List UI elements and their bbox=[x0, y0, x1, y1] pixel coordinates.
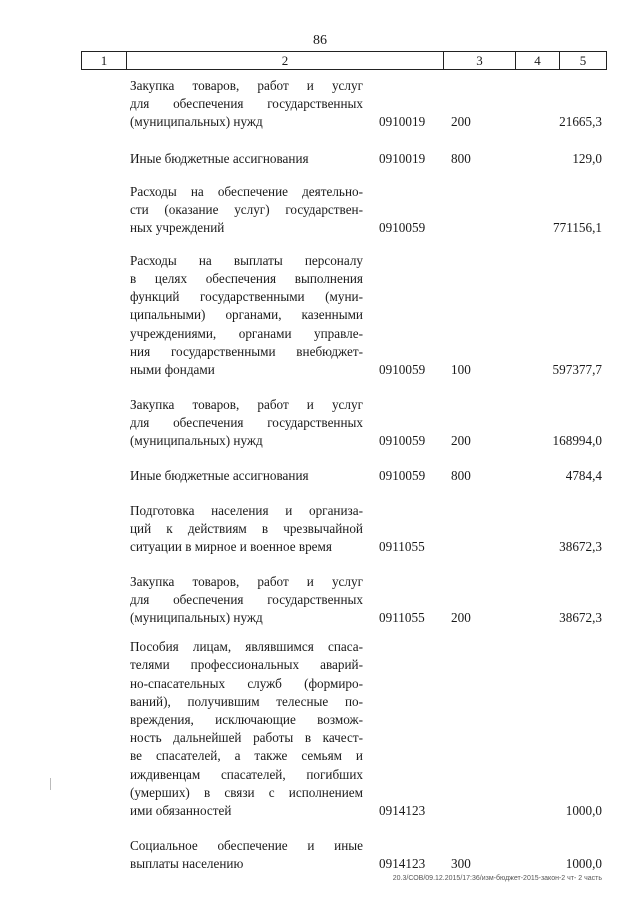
row-name-line: ных учреждений bbox=[130, 220, 225, 235]
row-name-line: но-спасательных служб (формиро- bbox=[130, 675, 363, 691]
row-name-line: Закупка товаров, работ и услуг bbox=[130, 77, 363, 93]
row-name-line: ситуации в мирное и военное время bbox=[130, 539, 332, 554]
row-amount: 1000,0 bbox=[565, 803, 602, 818]
header-col-5: 5 bbox=[559, 52, 607, 69]
row-name-line: Расходы на обеспечение деятельно- bbox=[130, 183, 363, 199]
row-type: 300 bbox=[451, 856, 471, 871]
row-amount: 1000,0 bbox=[565, 856, 602, 871]
row-name bbox=[130, 77, 363, 132]
row-name-line: (муниципальных) нужд bbox=[130, 114, 263, 129]
row-name bbox=[130, 252, 363, 379]
header-col-4: 4 bbox=[515, 52, 559, 69]
row-code: 0914123 bbox=[379, 803, 426, 818]
row-name bbox=[130, 502, 363, 557]
row-name bbox=[130, 573, 363, 628]
row-name-line: сти (оказание услуг) государствен- bbox=[130, 201, 363, 217]
row-amount: 597377,7 bbox=[552, 362, 602, 377]
row-type: 200 bbox=[451, 114, 471, 129]
row-name-line: ваний), получившим телесные по- bbox=[130, 693, 363, 709]
row-name-line: ными фондами bbox=[130, 362, 215, 378]
row-name-line: (умерших) в связи с исполнением bbox=[130, 784, 363, 800]
row-name-line: ими обязанностей bbox=[130, 803, 232, 819]
row-code: 0910059 bbox=[379, 468, 426, 483]
row-name-line: выплаты населению bbox=[130, 856, 244, 871]
row-code: 0910019 bbox=[379, 114, 426, 129]
header-col-1: 1 bbox=[81, 52, 126, 69]
table-header bbox=[81, 51, 607, 70]
row-name-line: иждивенцам спасателей, погибших bbox=[130, 766, 363, 782]
row-name-line: (муниципальных) нужд bbox=[130, 433, 263, 448]
row-name-line: телями профессиональных аварий- bbox=[130, 657, 363, 673]
row-name-line: Иные бюджетные ассигнования bbox=[130, 468, 309, 483]
row-type: 800 bbox=[451, 468, 471, 483]
row-code: 0910059 bbox=[379, 362, 426, 377]
row-amount: 21665,3 bbox=[559, 114, 602, 129]
row-name bbox=[130, 396, 363, 451]
row-name-line: Закупка товаров, работ и услуг bbox=[130, 396, 363, 412]
row-amount: 38672,3 bbox=[559, 539, 602, 554]
row-name bbox=[130, 183, 363, 238]
row-name bbox=[130, 837, 363, 873]
row-code: 0910059 bbox=[379, 433, 426, 448]
row-name-line: ципальными) органами, казенными bbox=[130, 307, 363, 323]
row-code: 0910019 bbox=[379, 151, 426, 166]
row-amount: 4784,4 bbox=[565, 468, 602, 483]
row-name-line: Закупка товаров, работ и услуг bbox=[130, 573, 363, 589]
row-name-line: вреждения, исключающие возмож- bbox=[130, 712, 363, 727]
row-name-line: (муниципальных) нужд bbox=[130, 610, 263, 625]
row-name-line: Социальное обеспечение и иные bbox=[130, 837, 363, 853]
row-name-line: Подготовка населения и организа- bbox=[130, 502, 363, 518]
row-name-line: для обеспечения государственных bbox=[130, 95, 363, 111]
row-name-line: ций к действиям в чрезвычайной bbox=[130, 520, 363, 536]
row-amount: 129,0 bbox=[572, 151, 602, 166]
row-name-line: Пособия лицам, являвшимся спаса- bbox=[130, 639, 363, 655]
row-code: 0911055 bbox=[379, 610, 425, 625]
row-name-line: Расходы на выплаты персоналу bbox=[130, 252, 363, 268]
row-code: 0910059 bbox=[379, 220, 426, 235]
header-col-3: 3 bbox=[443, 52, 515, 69]
row-name-line: ность дальнейшей работы в качест- bbox=[130, 730, 363, 746]
row-amount: 38672,3 bbox=[559, 610, 602, 625]
row-amount: 168994,0 bbox=[552, 433, 602, 448]
row-name-line: для обеспечения государственных bbox=[130, 414, 363, 430]
row-name-line: ния государственными внебюджет- bbox=[130, 343, 363, 359]
row-code: 0914123 bbox=[379, 856, 426, 871]
row-name-line: функций государственными (муни- bbox=[130, 289, 363, 305]
row-type: 200 bbox=[451, 610, 471, 625]
row-name bbox=[130, 467, 363, 485]
row-name bbox=[130, 150, 363, 168]
row-name-line: учреждениями, органами управле- bbox=[130, 325, 363, 341]
row-code: 0911055 bbox=[379, 539, 425, 554]
row-type: 200 bbox=[451, 433, 471, 448]
row-type: 800 bbox=[451, 151, 471, 166]
page-number: 86 bbox=[313, 33, 327, 48]
row-name-line: для обеспечения государственных bbox=[130, 591, 363, 607]
header-col-2: 2 bbox=[126, 52, 443, 69]
row-name bbox=[130, 638, 363, 820]
row-name-line: в целях обеспечения выполнения bbox=[130, 271, 363, 286]
margin-mark bbox=[50, 778, 51, 790]
footer-note: 20.3/СОВ/09.12.2015/17:36/изм-бюджет-2015-закон-2 чт- 2 часть bbox=[392, 875, 602, 882]
row-name-line: Иные бюджетные ассигнования bbox=[130, 151, 309, 166]
row-name-line: ве спасателей, а также семьям и bbox=[130, 748, 363, 764]
row-amount: 771156,1 bbox=[553, 220, 602, 235]
row-type: 100 bbox=[451, 362, 471, 377]
